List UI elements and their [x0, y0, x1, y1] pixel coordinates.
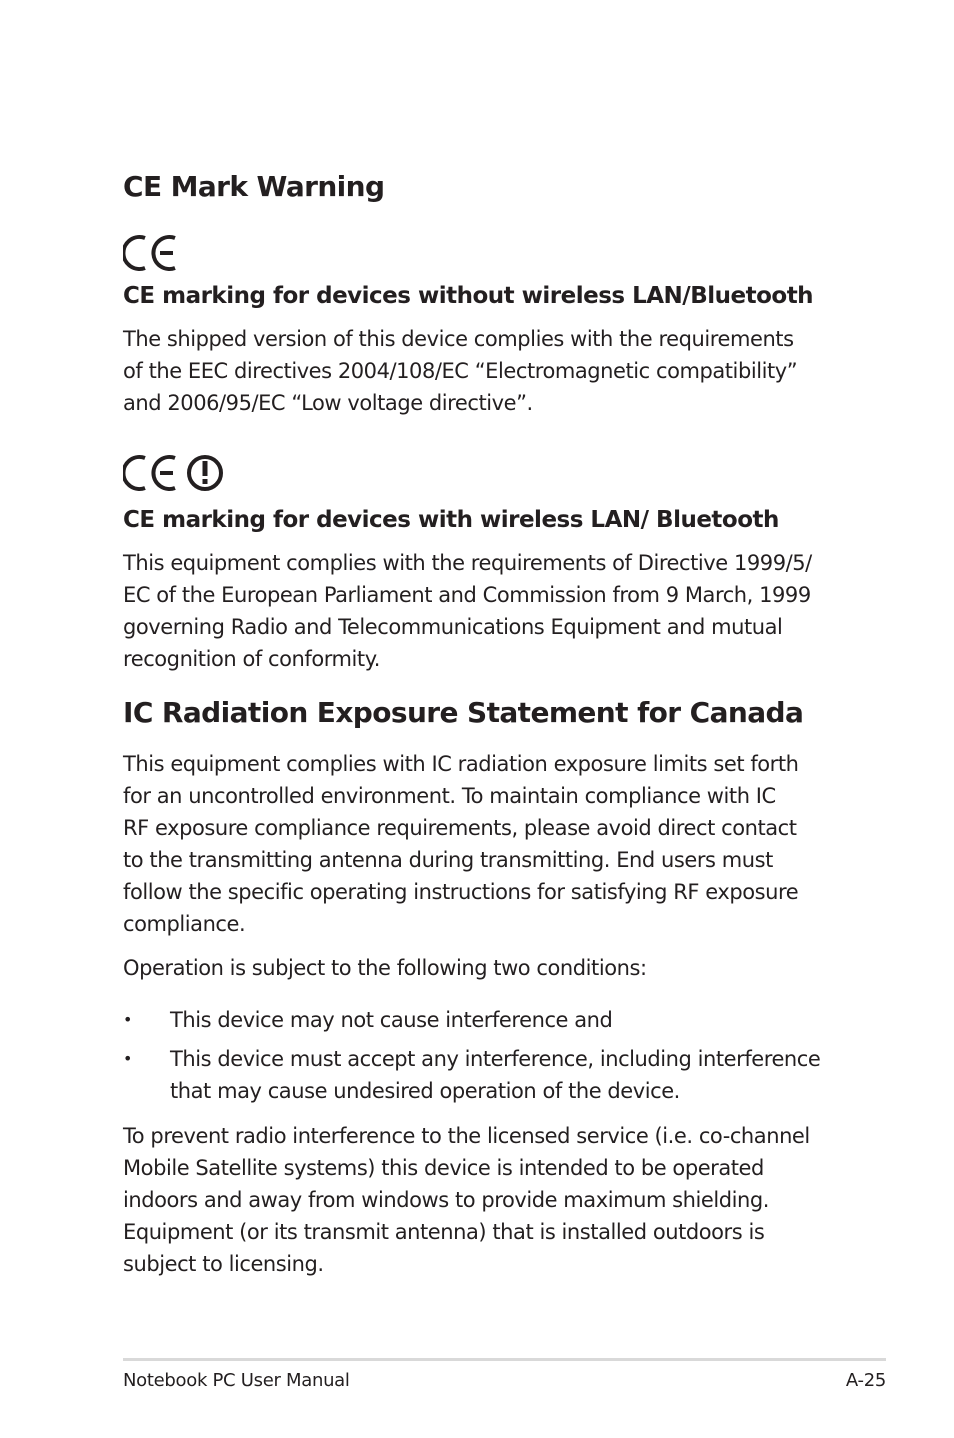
text-line: and 2006/95/EC “Low voltage directive”.: [123, 391, 533, 415]
ic-radiation-title: IC Radiation Exposure Statement for Canada: [123, 696, 804, 729]
footer-manual-title: Notebook PC User Manual: [123, 1370, 350, 1391]
list-item: [123, 1004, 820, 1036]
text-line: that may cause undesired operation of the device.: [170, 1079, 680, 1103]
text-line: follow the specific operating instructions for satisfying RF exposure: [123, 880, 799, 904]
text-line: The shipped version of this device complies with the requirements: [123, 327, 794, 351]
conditions-list: [123, 1004, 820, 1107]
ce-with-wireless-heading: CE marking for devices with wireless LAN/ Bluetooth: [123, 507, 779, 533]
ic-paragraph-1: [123, 748, 799, 940]
text-line: Equipment (or its transmit antenna) that is installed outdoors is: [123, 1220, 765, 1244]
text-line: RF exposure compliance requirements, please avoid direct contact: [123, 816, 797, 840]
page-number: A-25: [845, 1370, 886, 1391]
text-line: of the EEC directives 2004/108/EC “Electromagnetic compatibility”: [123, 359, 798, 383]
ce-alert-mark-icon: [123, 452, 227, 494]
text-line: for an uncontrolled environment. To maintain compliance with IC: [123, 784, 776, 808]
footer-divider: [123, 1358, 886, 1361]
text-line: to the transmitting antenna during transmitting. End users must: [123, 848, 773, 872]
text-line: This device must accept any interference, including interference: [170, 1047, 821, 1071]
text-line: recognition of conformity.: [123, 647, 380, 671]
text-line: EC of the European Parliament and Commission from 9 March, 1999: [123, 583, 811, 607]
ce-without-wireless-text: [123, 323, 797, 419]
text-line: indoors and away from windows to provide maximum shielding.: [123, 1188, 770, 1212]
text-line: Operation is subject to the following two conditions:: [123, 956, 647, 980]
text-line: governing Radio and Telecommunications Equipment and mutual: [123, 615, 783, 639]
text-line: This equipment complies with the requirements of Directive 1999/5/: [123, 551, 812, 575]
ce-mark-warning-title: CE Mark Warning: [123, 170, 385, 203]
ce-with-wireless-text: [123, 547, 812, 675]
text-line: This device may not cause interference and: [170, 1008, 613, 1032]
text-line: Mobile Satellite systems) this device is intended to be operated: [123, 1156, 764, 1180]
text-line: compliance.: [123, 912, 246, 936]
text-line: subject to licensing.: [123, 1252, 324, 1276]
ic-paragraph-3: [123, 1120, 810, 1280]
text-line: To prevent radio interference to the licensed service (i.e. co-channel: [123, 1124, 810, 1148]
bullet-icon: •: [123, 1010, 132, 1029]
ce-without-wireless-heading: CE marking for devices without wireless LAN/Bluetooth: [123, 283, 814, 309]
ce-mark-icon: [123, 232, 183, 274]
text-line: This equipment complies with IC radiation exposure limits set forth: [123, 752, 799, 776]
ic-paragraph-2: [123, 952, 647, 984]
list-item: [123, 1043, 820, 1107]
bullet-icon: •: [123, 1049, 132, 1068]
